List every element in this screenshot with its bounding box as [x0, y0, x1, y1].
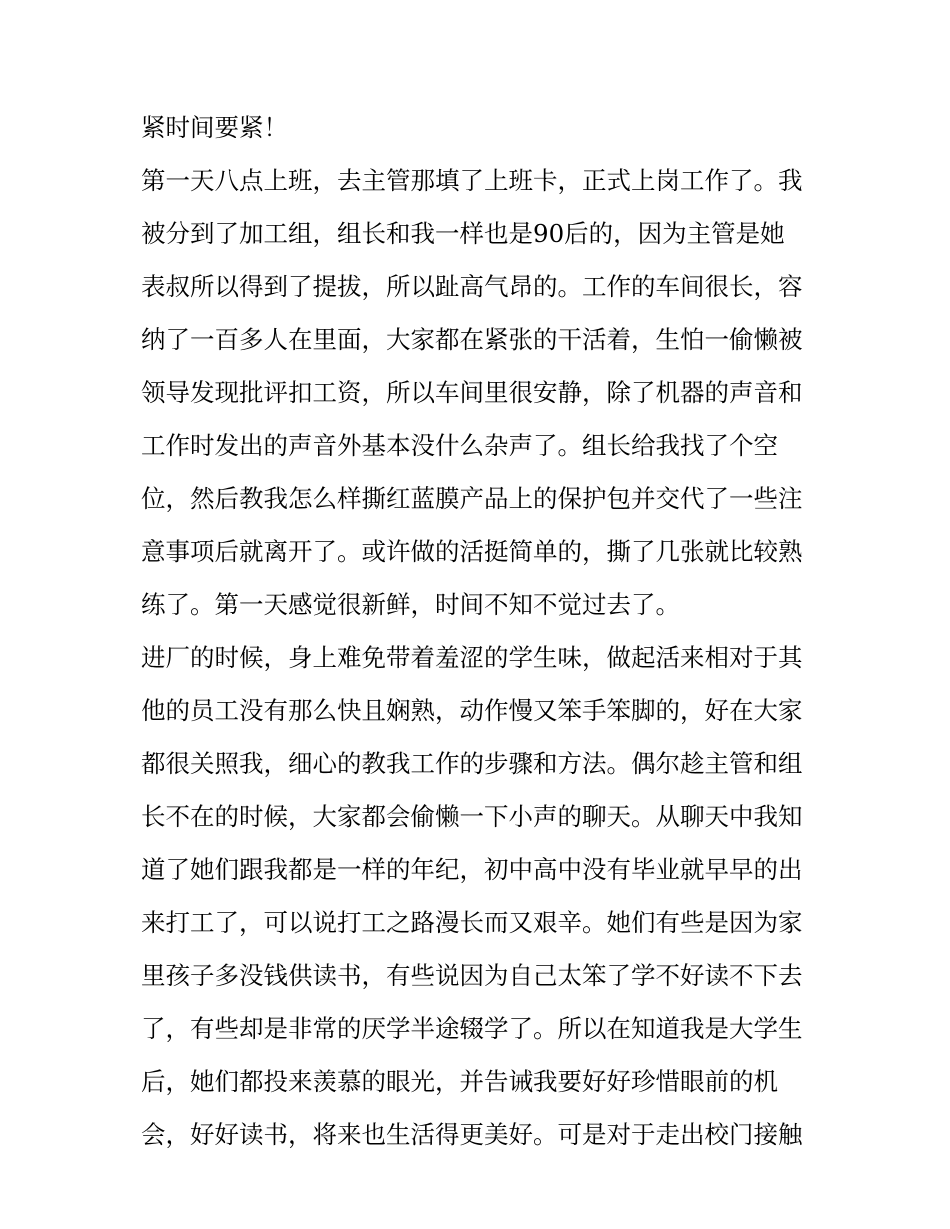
text-line: 纳了一百多人在里面，大家都在紧张的干活着，生怕一偷懒被 — [141, 325, 803, 354]
text-line: 长不在的时候，大家都会偷懒一下小声的聊天。从聊天中我知 — [141, 802, 803, 831]
text-line: 领导发现批评扣工资，所以车间里很安静，除了机器的声音和 — [141, 378, 803, 407]
text-line: 被分到了加工组，组长和我一样也是90后的，因为主管是她 — [141, 219, 785, 248]
text-line: 他的员工没有那么快且娴熟，动作慢又笨手笨脚的，好在大家 — [141, 696, 803, 725]
text-line: 会，好好读书，将来也生活得更美好。可是对于走出校门接触 — [141, 1120, 803, 1149]
text-line: 第一天八点上班，去主管那填了上班卡，正式上岗工作了。我 — [141, 166, 803, 195]
text-line: 了，有些却是非常的厌学半途辍学了。所以在知道我是大学生 — [141, 1014, 803, 1043]
text-line: 意事项后就离开了。或许做的活挺简单的，撕了几张就比较熟 — [141, 537, 803, 566]
text-line: 里孩子多没钱供读书，有些说因为自己太笨了学不好读不下去 — [141, 961, 803, 990]
text-line: 后，她们都投来羡慕的眼光，并告诫我要好好珍惜眼前的机 — [141, 1067, 778, 1096]
text-line: 进厂的时候，身上难免带着羞涩的学生味，做起活来相对于其 — [141, 643, 803, 672]
text-line: 位，然后教我怎么样撕红蓝膜产品上的保护包并交代了一些注 — [141, 484, 803, 513]
text-line: 练了。第一天感觉很新鲜，时间不知不觉过去了。 — [141, 590, 680, 619]
text-line: 都很关照我，细心的教我工作的步骤和方法。偶尔趁主管和组 — [141, 749, 803, 778]
text-line: 表叔所以得到了提拔，所以趾高气昂的。工作的车间很长，容 — [141, 272, 803, 301]
text-line: 来打工了，可以说打工之路漫长而又艰辛。她们有些是因为家 — [141, 908, 803, 937]
text-line: 道了她们跟我都是一样的年纪，初中高中没有毕业就早早的出 — [141, 855, 803, 884]
text-line: 工作时发出的声音外基本没什么杂声了。组长给我找了个空 — [141, 431, 778, 460]
text-line: 紧时间要紧！ — [141, 113, 288, 142]
